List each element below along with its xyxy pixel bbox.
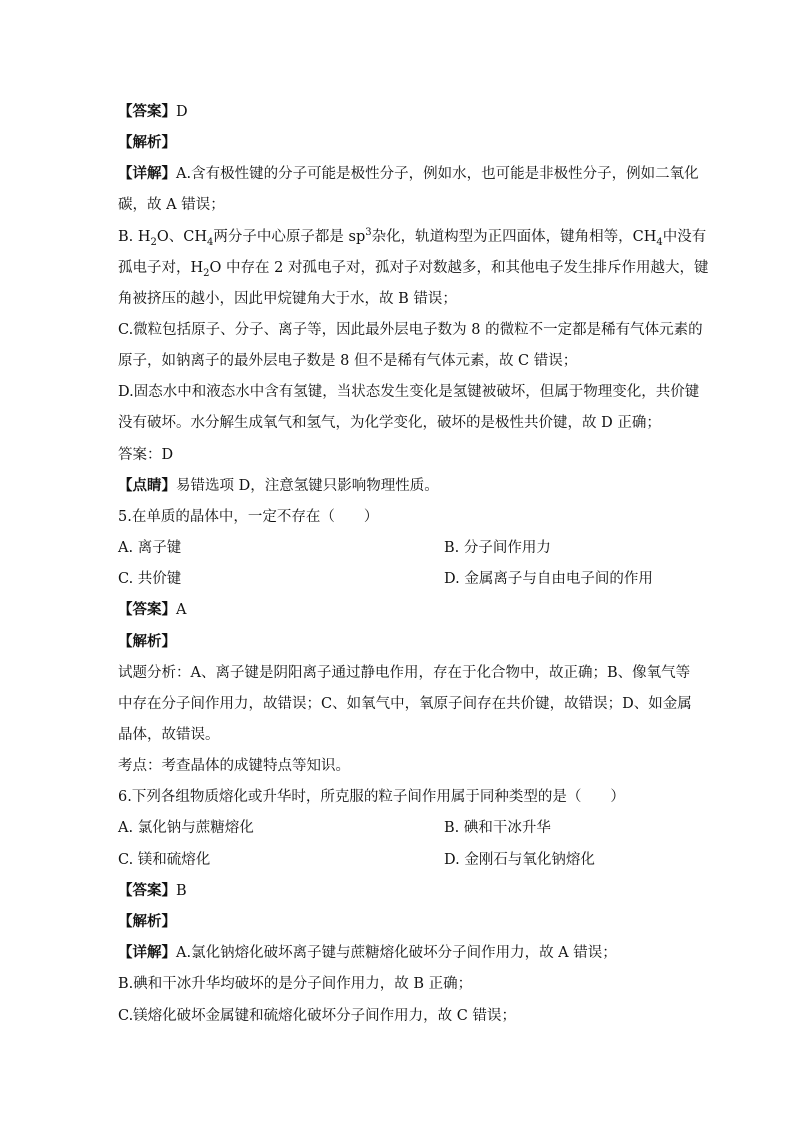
answer-tag: 【答案】	[118, 882, 176, 899]
q5-analysis-2: 中存在分子间作用力，故错误；C、如氧气中，氧原子间存在共价键，故错误；D、如金属	[118, 696, 692, 712]
detail-tag: 【详解】	[118, 165, 176, 182]
q5-option-b: B. 分子间作用力	[444, 540, 551, 556]
subscript: 4	[207, 236, 214, 248]
text-span: 两分子中心原子都是 sp	[213, 229, 366, 245]
q4-answer-line: 答案：D	[118, 447, 174, 463]
answer-value: A	[176, 602, 187, 618]
detail-text: A.含有极性键的分子可能是极性分子，例如水，也可能是非极性分子，例如二氧化	[176, 166, 699, 182]
text-span: O、CH	[156, 229, 208, 245]
q5-analysis-3: 晶体，故错误。	[118, 727, 220, 743]
text-span: 杂化，轨道构型为正四面体，键角相等，CH	[371, 229, 657, 245]
tip-tag: 【点睛】	[118, 477, 176, 494]
text-span: O 中存在 2 对孤电子对，孤对子对数越多，和其他电子发生排斥作用越大，键	[209, 260, 709, 276]
q4-detail-d1: D.固态水中和液态水中含有氢键，当状态发生变化是氢键被破坏，但属于物理变化，共价键	[118, 384, 700, 400]
q4-detail-b3: 角被挤压的越小，因此甲烷键角大于水，故 B 错误；	[118, 291, 457, 307]
q5-analysis-1: 试题分析：A、离子键是阴阳离子通过静电作用，存在于化合物中，故正确；B、像氧气等	[118, 665, 691, 681]
text-span: B. H	[118, 229, 151, 245]
q6-options-row-2	[118, 850, 678, 870]
q6-answer	[118, 881, 187, 901]
q5-options-row-1	[118, 538, 678, 558]
detail-tag: 【详解】	[118, 944, 176, 961]
q6-detail-c: C.镁熔化破坏金属键和硫熔化破坏分子间作用力，故 C 错误；	[118, 1008, 516, 1024]
q6-option-d: D. 金刚石与氧化钠熔化	[444, 852, 595, 868]
answer-value: B	[176, 883, 187, 899]
q6-detail-b: B.碘和干冰升华均破坏的是分子间作用力，故 B 正确；	[118, 976, 473, 992]
q4-detail-c2: 原子，如钠离子的最外层电子数是 8 但不是稀有气体元素，故 C 错误；	[118, 353, 578, 369]
detail-text: A.氯化钠熔化破坏离子键与蔗糖熔化破坏分子间作用力，故 A 错误；	[176, 945, 617, 961]
q5-stem: 5.在单质的晶体中，一定不存在（ ）	[118, 509, 379, 525]
q6-options-row-1	[118, 818, 678, 838]
answer-tag: 【答案】	[118, 103, 176, 120]
q6-option-a: A. 氯化钠与蔗糖熔化	[118, 820, 254, 836]
subscript: 4	[656, 236, 663, 248]
q5-option-a: A. 离子键	[118, 540, 182, 556]
q4-detail-a2: 碳，故 A 错误；	[118, 197, 225, 213]
answer-tag: 【答案】	[118, 601, 176, 618]
subscript: 2	[150, 236, 157, 248]
superscript: 3	[365, 227, 372, 239]
q5-analysis-tag: 【解析】	[118, 633, 176, 650]
q5-answer	[118, 600, 186, 620]
q4-answer	[118, 102, 188, 122]
q5-knowledge-point: 考点：考查晶体的成键特点等知识。	[118, 758, 350, 774]
q6-detail-a	[118, 943, 617, 963]
q5-options-row-2	[118, 569, 678, 589]
q4-tip	[118, 476, 439, 496]
text-span: 孤电子对，H	[118, 260, 204, 276]
q6-analysis-tag: 【解析】	[118, 913, 176, 930]
answer-value: D	[176, 104, 188, 120]
q4-analysis-tag: 【解析】	[118, 134, 176, 151]
q6-option-b: B. 碘和干冰升华	[444, 820, 551, 836]
text-span: 中没有	[662, 229, 707, 245]
q4-detail-b	[118, 227, 706, 247]
q4-detail-b2	[118, 258, 708, 278]
q4-detail-d2: 没有破坏。水分解生成氧气和氢气，为化学变化，破坏的是极性共价键，故 D 正确；	[118, 415, 661, 431]
q4-detail-a	[118, 164, 699, 184]
q5-option-c: C. 共价键	[118, 571, 182, 587]
tip-text: 易错选项 D，注意氢键只影响物理性质。	[176, 478, 439, 494]
q6-stem: 6.下列各组物质熔化或升华时，所克服的粒子间作用属于同种类型的是（ ）	[118, 789, 625, 805]
q6-option-c: C. 镁和硫熔化	[118, 852, 211, 868]
q4-detail-c1: C.微粒包括原子、分子、离子等，因此最外层电子数为 8 的微粒不一定都是稀有气体元素的	[118, 322, 703, 338]
subscript: 2	[203, 267, 210, 279]
q5-option-d: D. 金属离子与自由电子间的作用	[444, 571, 653, 587]
